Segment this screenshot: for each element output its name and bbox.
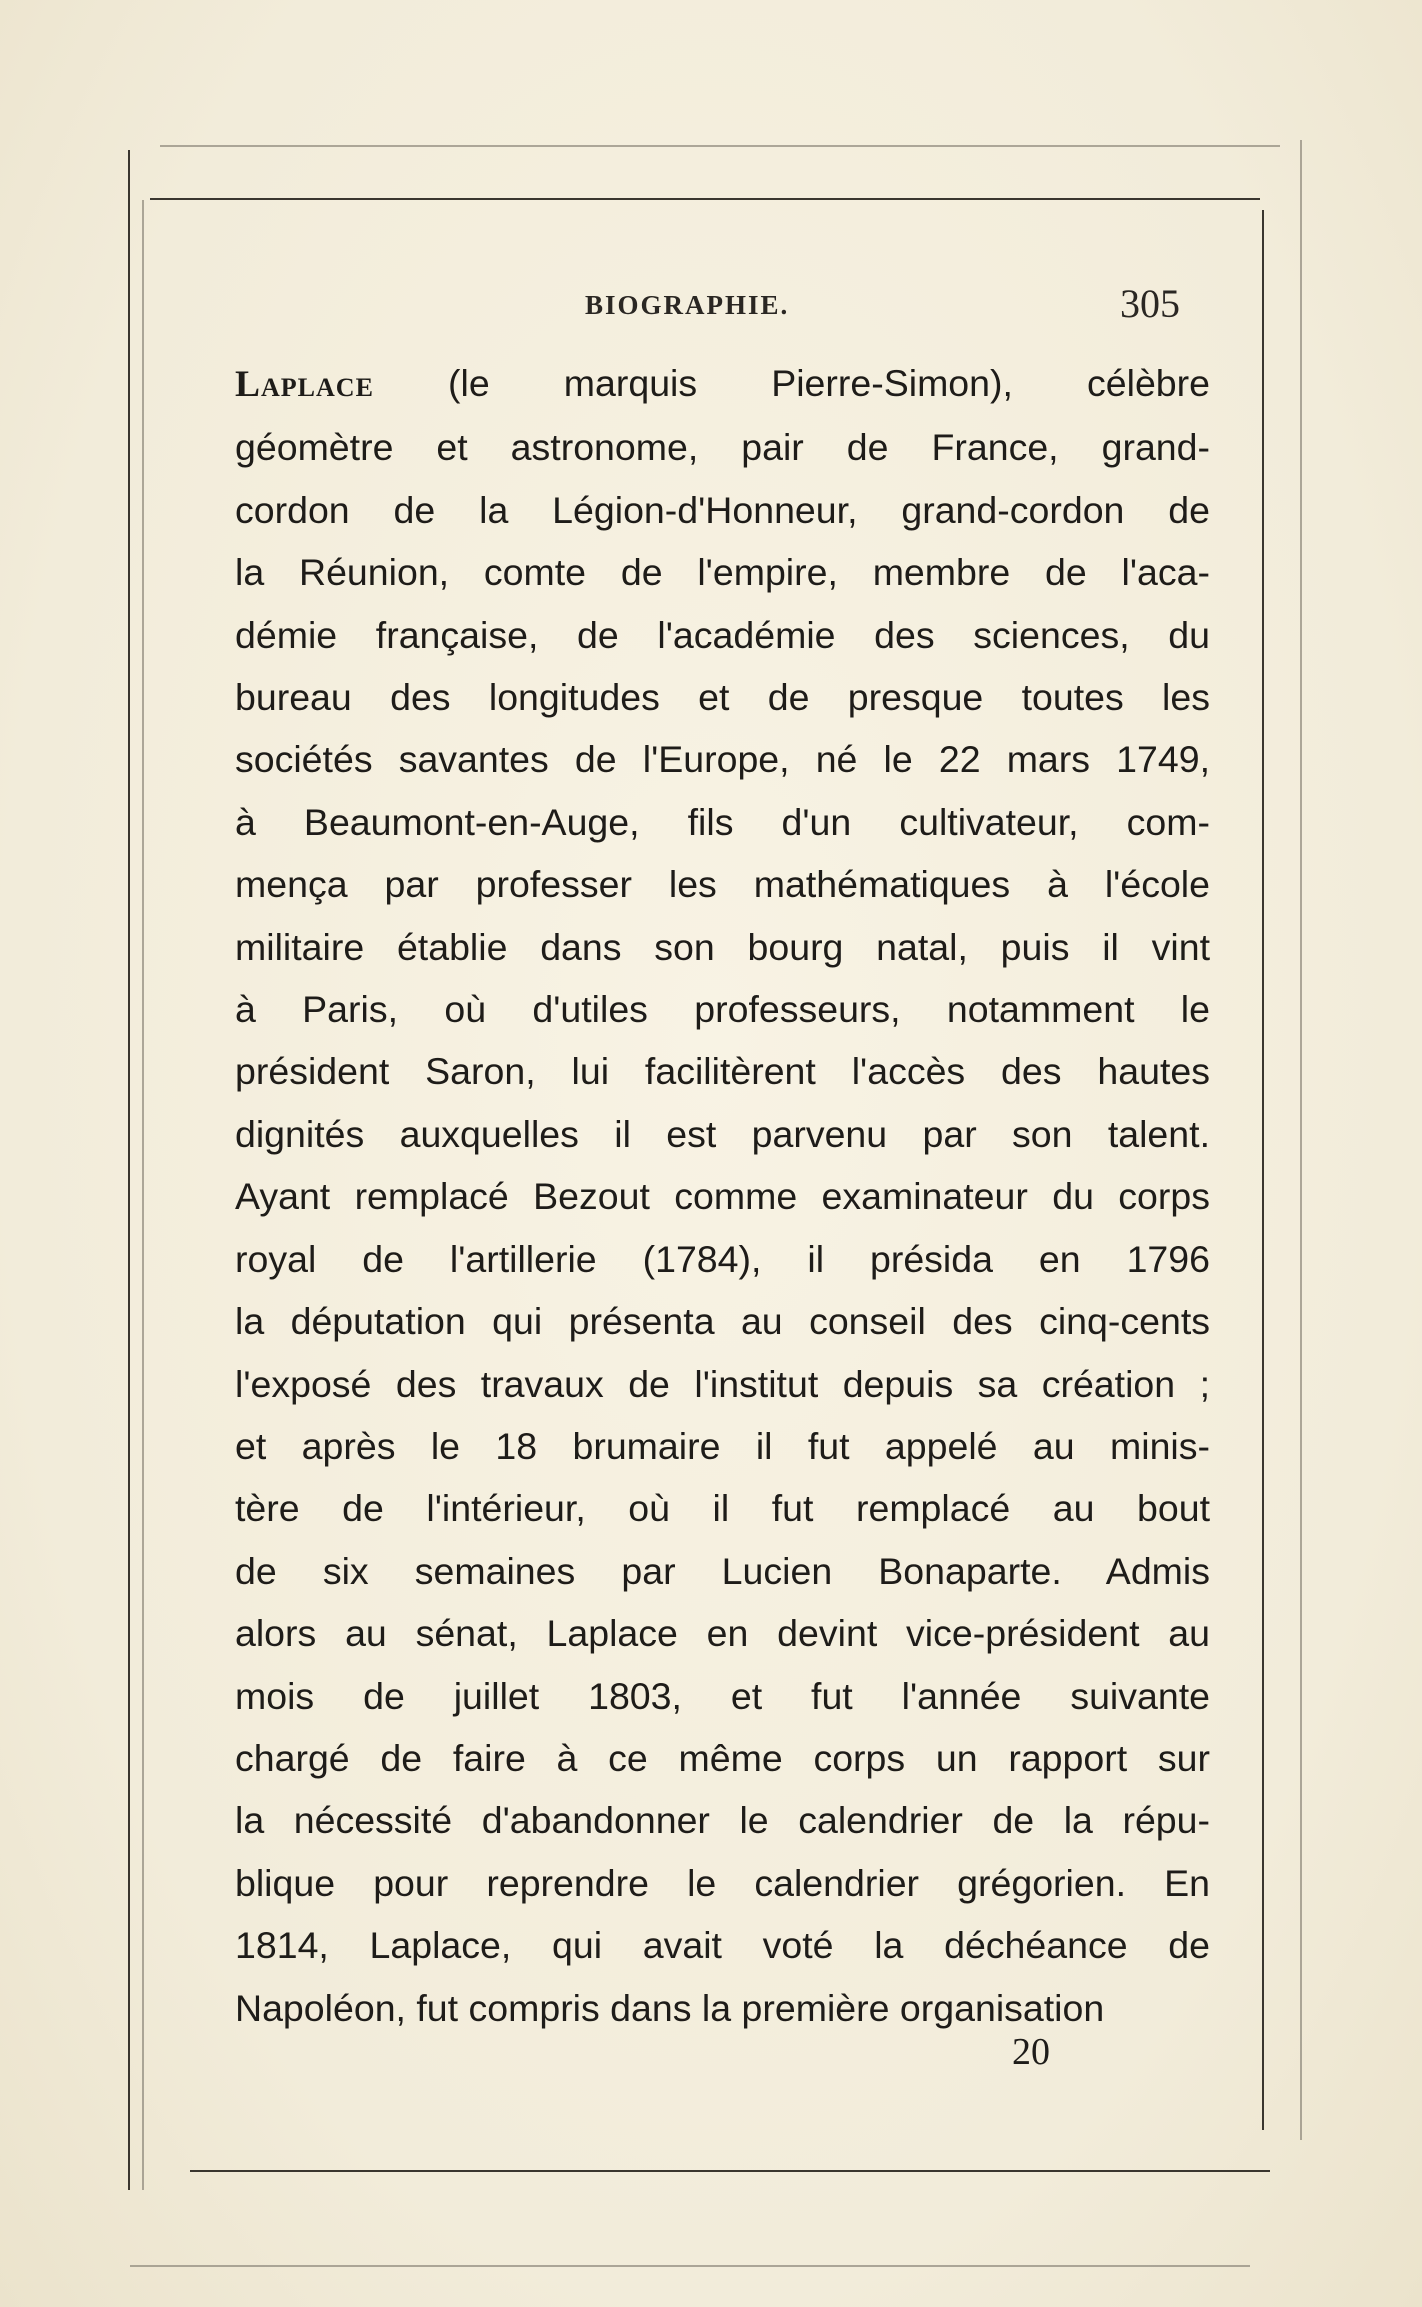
right-page-edge xyxy=(1262,210,1264,2130)
text-line: cordon de la Légion-d'Honneur, grand-cordon de xyxy=(235,488,1210,531)
text-line: 1814, Laplace, qui avait voté la déchéance de xyxy=(235,1924,1210,1967)
text-line: géomètre et astronome, pair de France, grand- xyxy=(235,426,1210,469)
text-line: mença par professer les mathématiques à l'école xyxy=(235,863,1210,906)
text-line: royal de l'artillerie (1784), il présida en 1796 xyxy=(235,1237,1210,1280)
text-line: et après le 18 brumaire il fut appelé au minis- xyxy=(235,1424,1210,1467)
text-line: chargé de faire à ce même corps un rapport sur xyxy=(235,1736,1210,1779)
text-line: la nécessité d'abandonner le calendrier de la répu- xyxy=(235,1799,1210,1842)
signature-mark: 20 xyxy=(1012,2031,1050,2073)
text-line: alors au sénat, Laplace en devint vice-président au xyxy=(235,1612,1210,1655)
top-edge-rule xyxy=(160,145,1280,147)
inner-left-edge xyxy=(142,200,144,2190)
text-line: l'exposé des travaux de l'institut depuis sa création ; xyxy=(235,1362,1210,1405)
running-head: BIOGRAPHIE. xyxy=(585,290,790,320)
text-line: bureau des longitudes et de presque toutes les xyxy=(235,676,1210,719)
text-line: président Saron, lui facilitèrent l'accès des hautes xyxy=(235,1050,1210,1093)
entry-name: Laplace xyxy=(235,364,374,405)
bottom-edge-rule xyxy=(130,2265,1250,2267)
text-line: dignités auxquelles il est parvenu par son talent. xyxy=(235,1112,1210,1155)
text-line: la députation qui présenta au conseil des cinq-cents xyxy=(235,1300,1210,1343)
outer-right-edge xyxy=(1300,140,1302,2140)
text-line: à Paris, où d'utiles professeurs, notamment le xyxy=(235,988,1210,1031)
text-line: de six semaines par Lucien Bonaparte. Admis xyxy=(235,1549,1210,1592)
page-number: 305 xyxy=(1120,281,1180,326)
entry-text xyxy=(235,352,1210,2039)
text-line: tère de l'intérieur, où il fut remplacé au bout xyxy=(235,1487,1210,1530)
text-line: Laplace (le marquis Pierre-Simon), célèbre xyxy=(235,362,1210,405)
bottom-frame-rule xyxy=(190,2170,1270,2172)
upper-frame-rule xyxy=(150,198,1260,200)
text-line: la Réunion, comte de l'empire, membre de l'aca- xyxy=(235,551,1210,594)
text-line: Napoléon, fut compris dans la première organisation xyxy=(235,1986,1105,2029)
text-line: blique pour reprendre le calendrier grégorien. En xyxy=(235,1861,1210,1904)
left-page-edge xyxy=(128,150,130,2190)
page-header xyxy=(235,280,1190,330)
text-line: militaire établie dans son bourg natal, puis il vint xyxy=(235,925,1210,968)
text-line: démie française, de l'académie des sciences, du xyxy=(235,613,1210,656)
text-line: sociétés savantes de l'Europe, né le 22 mars 1749, xyxy=(235,738,1210,781)
text-line: à Beaumont-en-Auge, fils d'un cultivateur, com- xyxy=(235,800,1210,843)
text-line: Ayant remplacé Bezout comme examinateur du corps xyxy=(235,1175,1210,1218)
text-line: mois de juillet 1803, et fut l'année suivante xyxy=(235,1674,1210,1717)
